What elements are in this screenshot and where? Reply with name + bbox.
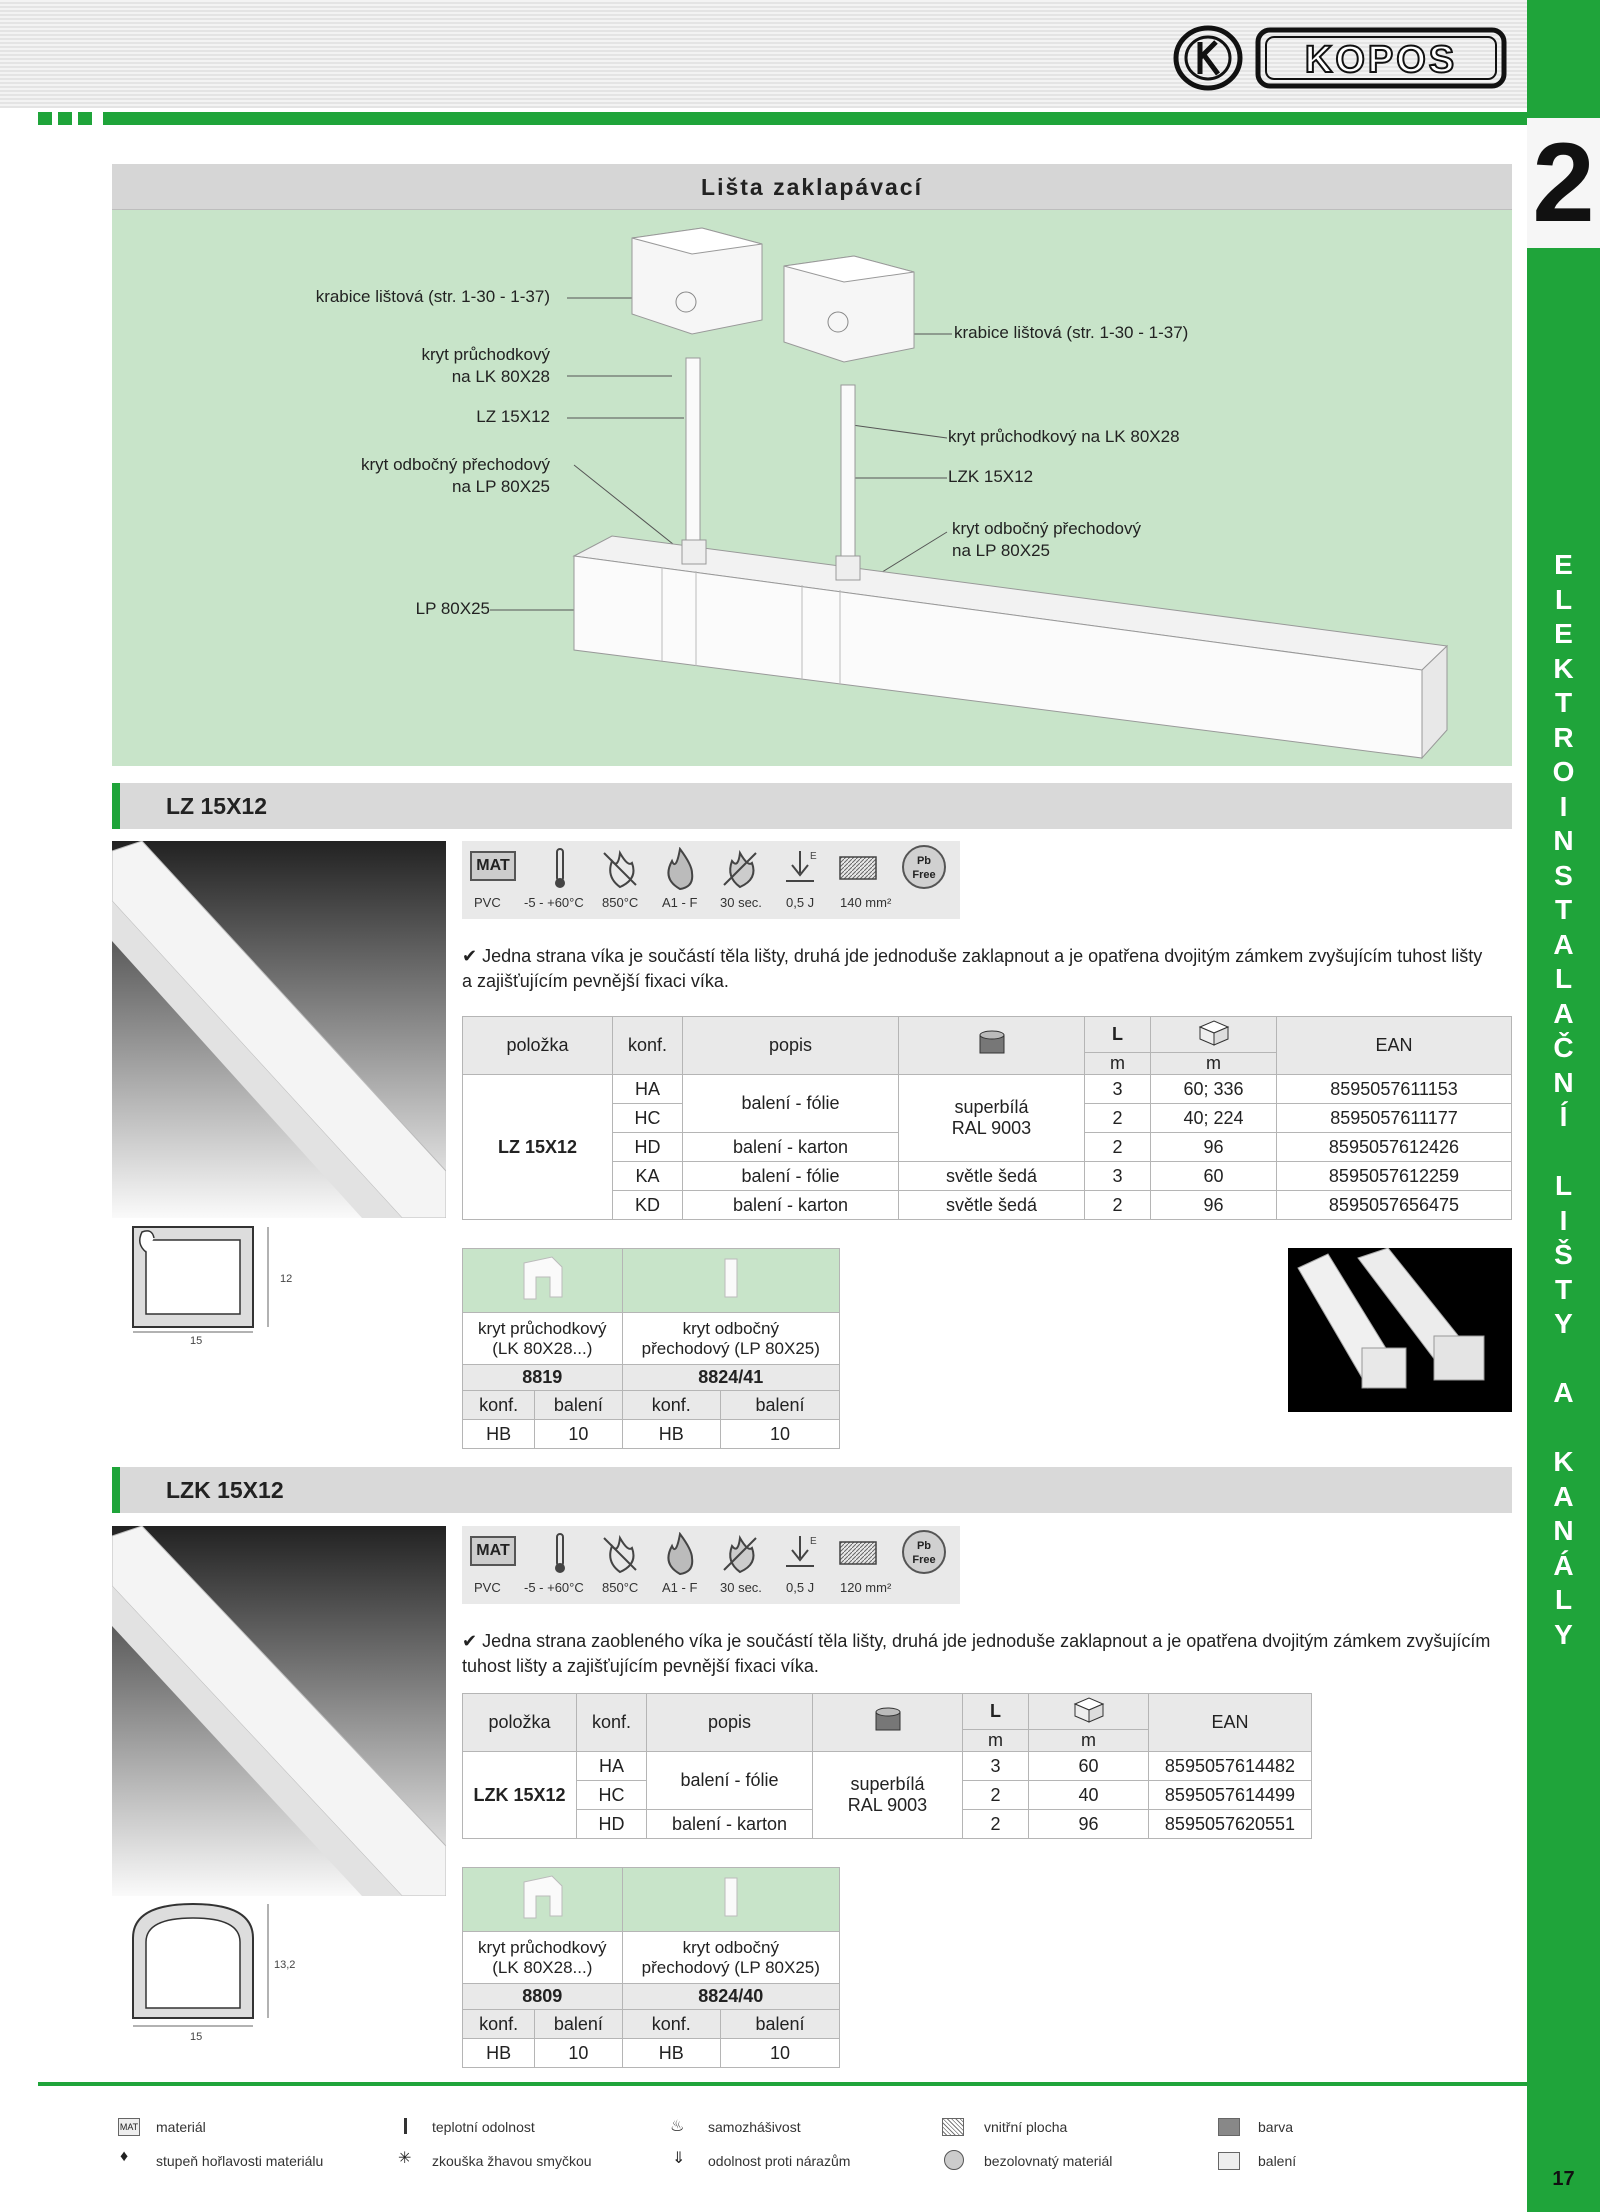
label-right-box: krabice lištová (str. 1-30 - 1-37): [954, 323, 1189, 342]
prop-glow-wire: 850°C: [602, 1580, 639, 1595]
description-lz: [462, 944, 1490, 994]
chapter-title-letter: Y: [1554, 1618, 1573, 1650]
legend-label: balení: [1258, 2153, 1297, 2169]
chapter-title-letter: A: [1553, 1377, 1574, 1408]
cell-bal: 96: [1151, 1133, 1277, 1162]
cell-konf: HC: [577, 1781, 647, 1810]
cell-popis: balení - karton: [647, 1810, 813, 1839]
legend-label: vnitřní plocha: [984, 2119, 1068, 2135]
barva-line-1: superbílá: [850, 1774, 925, 1794]
cell-L: 2: [1085, 1104, 1151, 1133]
legend-label: zkouška žhavou smyčkou: [432, 2153, 592, 2169]
cell-bal: 40; 224: [1151, 1104, 1277, 1133]
col-box-unit: m: [1029, 1730, 1149, 1752]
kryt-odbocny-icon: [711, 1872, 751, 1922]
chapter-title-letter: N: [1553, 825, 1574, 856]
acc-name-2: přechodový (LP 80X25): [641, 1957, 820, 1977]
inner-area-icon: [836, 1532, 880, 1576]
label-left-kryt-pruchod-2: na LK 80X28: [451, 367, 550, 386]
cell-konf: HA: [577, 1752, 647, 1781]
cell-bal: 96: [1151, 1191, 1277, 1220]
legend-label: samozhášivost: [708, 2119, 801, 2135]
cell-barva: [899, 1075, 1085, 1162]
flame-icon: [658, 847, 702, 891]
check-icon: ✔: [462, 1631, 483, 1651]
item-code: LZK 15X12: [463, 1752, 577, 1839]
chapter-title-letter: T: [1554, 687, 1573, 718]
chapter-title-letter: A: [1553, 928, 1574, 960]
accessory-image-pruchod: [463, 1868, 623, 1932]
chapter-title-letter: Í: [1559, 1101, 1568, 1132]
cell-bal: 60: [1151, 1162, 1277, 1191]
cell-L: 3: [963, 1752, 1029, 1781]
cell-ean: 8595057612426: [1277, 1133, 1512, 1162]
col-polozka: položka: [463, 1017, 613, 1075]
col-L: L: [963, 1694, 1029, 1730]
chapter-title-letter: L: [1554, 963, 1573, 994]
impact-icon: ⇓: [672, 2150, 686, 2167]
paint-can-icon: [1218, 2118, 1240, 2136]
pb-free-icon: [944, 2150, 964, 2170]
col-L: L: [1085, 1017, 1151, 1053]
check-icon: ✔: [462, 946, 483, 966]
chapter-title-letter: A: [1553, 1480, 1574, 1512]
acc-konf: HB: [622, 2039, 720, 2068]
cross-section-lz: [118, 1222, 304, 1344]
label-right-kryt-pruchod: kryt průchodkový na LK 80X28: [948, 427, 1180, 446]
accessory-name: [622, 1932, 839, 1984]
accessories-table-lz: [462, 1248, 840, 1449]
cell-bal: 60; 336: [1151, 1075, 1277, 1104]
item-code: LZ 15X12: [463, 1075, 613, 1220]
chapter-title-letter: Š: [1554, 1239, 1573, 1270]
legend-rule: [38, 2082, 1527, 2086]
dimension-width: 15: [190, 2031, 203, 2043]
box-icon: [1029, 1694, 1149, 1730]
description-text: Jedna strana víka je součástí těla lišty, druhá jde jednoduše zaklapnout a je opatřena dvojitým zámkem zvyšujícím tuhost lišty a zajišťujícím pevnější fixaci víka.: [462, 946, 1483, 991]
chapter-title-letter: O: [1552, 756, 1575, 787]
flame-icon: [658, 1532, 702, 1576]
col-ean: EAN: [1277, 1017, 1512, 1075]
box-svg: [1069, 1694, 1109, 1724]
impact-letter: E: [810, 851, 817, 862]
col-baleni: balení: [535, 1391, 622, 1420]
col-konf: konf.: [463, 1391, 535, 1420]
accessory-name: [622, 1313, 839, 1365]
page-title: Lišta zaklapávací: [701, 174, 923, 200]
kryt-pruchodkovy-icon: [512, 1872, 572, 1922]
chapter-title-letter: [1527, 1342, 1600, 1377]
cell-barva: světle šedá: [899, 1162, 1085, 1191]
section-title: LZK 15X12: [166, 1477, 284, 1503]
cell-barva: [813, 1752, 963, 1839]
pb-free-icon: [902, 845, 946, 889]
chapter-title-letter: [1527, 1411, 1600, 1446]
legend-label: teplotní odolnost: [432, 2119, 535, 2135]
dimension-height: 12: [280, 1273, 293, 1285]
properties-strip-lz: [462, 841, 960, 919]
box-icon: [1218, 2152, 1240, 2170]
accessory-name: [463, 1313, 623, 1365]
brand-text: KOPOS: [1304, 39, 1458, 81]
mat-icon: MAT: [118, 2118, 140, 2136]
chapter-title-letter: E: [1554, 549, 1573, 580]
prop-glow-wire: 850°C: [602, 895, 639, 910]
cell-L: 2: [963, 1810, 1029, 1839]
cell-popis: balení - karton: [683, 1133, 899, 1162]
accessory-image-odbocny: [622, 1868, 839, 1932]
free-text: Free: [912, 1554, 936, 1566]
kryt-pruchodkovy-icon: [512, 1253, 572, 1303]
cell-popis: balení - fólie: [683, 1075, 899, 1133]
inner-area-icon: [942, 2118, 964, 2136]
label-left-kryt-pruchod-1: kryt průchodkový: [421, 345, 550, 364]
properties-strip-lzk: [462, 1526, 960, 1604]
cell-ean: 8595057611153: [1277, 1075, 1512, 1104]
product-table-lz: [462, 1016, 1512, 1220]
acc-baleni: 10: [721, 2039, 840, 2068]
cell-konf: HD: [577, 1810, 647, 1839]
header-dash: [78, 112, 92, 125]
cell-ean: 8595057614482: [1149, 1752, 1312, 1781]
kryt-odbocny-icon: [711, 1253, 751, 1303]
pb-free-icon: [902, 1530, 946, 1574]
chapter-title-vertical: [1527, 548, 1600, 1652]
prop-impact: 0,5 J: [786, 1580, 815, 1595]
chapter-title-letter: Y: [1554, 1308, 1573, 1339]
cell-konf: HA: [613, 1075, 683, 1104]
accessory-code: 8819: [463, 1365, 623, 1391]
cell-bal: 96: [1029, 1810, 1149, 1839]
accessory-name: [463, 1932, 623, 1984]
prop-extinguish: 30 sec.: [720, 895, 762, 910]
col-polozka: položka: [463, 1694, 577, 1752]
chapter-title-letter: K: [1553, 652, 1574, 684]
free-text: Free: [912, 869, 936, 881]
cell-ean: 8595057611177: [1277, 1104, 1512, 1133]
legend: [0, 2112, 1527, 2172]
barva-line-2: RAL 9003: [847, 1795, 928, 1815]
acc-name-1: kryt průchodkový: [478, 1318, 607, 1338]
accessory-image-pruchod: [463, 1249, 623, 1313]
pb-text: Pb: [916, 1540, 932, 1552]
impact-icon: [778, 1532, 822, 1576]
kopos-logo: [1170, 22, 1510, 94]
product-render: [112, 841, 446, 1218]
chapter-title-letter: L: [1554, 1170, 1573, 1201]
prop-inner-area: 140 mm²: [840, 895, 892, 910]
barva-line-2: RAL 9003: [951, 1118, 1032, 1138]
chapter-title-letter: A: [1553, 997, 1574, 1029]
chapter-title-letter: I: [1559, 790, 1568, 822]
paint-can-icon: [813, 1694, 963, 1752]
glow-wire-icon: ✳: [398, 2150, 412, 2167]
chapter-number: 2: [1532, 120, 1595, 245]
paint-can-svg: [870, 1706, 906, 1734]
cell-L: 2: [1085, 1133, 1151, 1162]
impact-letter: E: [810, 1536, 817, 1547]
accessory-image-odbocny: [622, 1249, 839, 1313]
label-left-box: krabice lištová (str. 1-30 - 1-37): [315, 287, 550, 306]
label-right-kryt-odb-2: na LP 80X25: [952, 541, 1050, 560]
legend-label: materiál: [156, 2119, 206, 2135]
glow-wire-icon: [598, 847, 642, 891]
cross-section-lzk: [118, 1898, 304, 2048]
acc-konf: HB: [463, 1420, 535, 1449]
cell-L: 3: [1085, 1075, 1151, 1104]
self-extinguishing-icon: [718, 1532, 762, 1576]
chapter-title-letter: I: [1559, 1204, 1568, 1236]
acc-name-1: kryt odbočný: [682, 1318, 779, 1338]
chapter-title-letter: E: [1554, 618, 1573, 649]
accessory-code: 8809: [463, 1984, 623, 2010]
acc-name-1: kryt průchodkový: [478, 1937, 607, 1957]
cell-ean: 8595057612259: [1277, 1162, 1512, 1191]
col-L-unit: m: [963, 1730, 1029, 1752]
prop-temperature: -5 - +60°C: [524, 1580, 584, 1595]
product-photo-small: [1288, 1248, 1512, 1412]
prop-material: PVC: [474, 1580, 501, 1595]
cell-bal: 40: [1029, 1781, 1149, 1810]
cell-ean: 8595057656475: [1277, 1191, 1512, 1220]
cell-L: 2: [1085, 1191, 1151, 1220]
accessory-code: 8824/40: [622, 1984, 839, 2010]
acc-name-2: (LK 80X28...): [492, 1338, 593, 1358]
inner-area-icon: [836, 847, 880, 891]
paint-can-icon: [899, 1017, 1085, 1075]
header-dash: [58, 112, 72, 125]
chapter-title-letter: L: [1554, 583, 1573, 615]
chapter-title-letter: K: [1553, 1446, 1574, 1477]
thermometer-icon: [538, 1532, 582, 1576]
legend-label: odolnost proti nárazům: [708, 2153, 851, 2169]
cell-ean: 8595057614499: [1149, 1781, 1312, 1810]
col-konf: konf.: [613, 1017, 683, 1075]
product-photo-lzk: [112, 1526, 446, 1896]
col-box-unit: m: [1151, 1053, 1277, 1075]
cell-konf: HC: [613, 1104, 683, 1133]
description-text: Jedna strana zaobleného víka je součástí těla lišty, druhá jde jednoduše zaklapnout a je opatřena dvojitým zámkem zvyšujícím tuhost lišty a zajišťujícím pevnější fixaci víka.: [462, 1631, 1491, 1676]
impact-icon: [778, 847, 822, 891]
assembly-illustration: [112, 210, 1512, 766]
chapter-title-letter: S: [1554, 859, 1573, 891]
col-popis: popis: [683, 1017, 899, 1075]
cell-konf: KD: [613, 1191, 683, 1220]
cell-L: 2: [963, 1781, 1029, 1810]
legend-label: barva: [1258, 2119, 1294, 2135]
dimension-height: 13,2: [274, 1959, 296, 1971]
label-left-kryt-odb-2: na LP 80X25: [452, 477, 550, 496]
accessories-table-lzk: [462, 1867, 840, 2068]
cell-popis: balení - fólie: [647, 1752, 813, 1810]
cell-ean: 8595057620551: [1149, 1810, 1312, 1839]
legend-label: bezolovnatý materiál: [984, 2153, 1113, 2169]
label-left-kryt-odb-1: kryt odbočný přechodový: [361, 455, 550, 474]
cell-popis: balení - fólie: [683, 1162, 899, 1191]
dimension-width: 15: [190, 1335, 203, 1344]
self-extinguishing-icon: ♨: [670, 2118, 685, 2135]
flame-icon: ♦: [120, 2148, 129, 2165]
col-konf: konf.: [577, 1694, 647, 1752]
col-konf: konf.: [463, 2010, 535, 2039]
page-title-bar: [112, 164, 1512, 210]
pb-text: Pb: [916, 855, 932, 867]
col-baleni: balení: [535, 2010, 622, 2039]
section-header-lz: [112, 783, 1512, 829]
col-baleni: balení: [721, 1391, 840, 1420]
description-lzk: [462, 1629, 1512, 1679]
header-dash: [38, 112, 52, 125]
acc-name-2: přechodový (LP 80X25): [641, 1338, 820, 1358]
prop-flammability: A1 - F: [662, 895, 698, 910]
thermometer-icon: [538, 847, 582, 891]
chapter-title-letter: T: [1554, 894, 1573, 925]
prop-inner-area: 120 mm²: [840, 1580, 892, 1595]
prop-material: PVC: [474, 895, 501, 910]
accessory-code: 8824/41: [622, 1365, 839, 1391]
label-right-kryt-odb-1: kryt odbočný přechodový: [952, 519, 1141, 538]
chapter-title-letter: N: [1553, 1066, 1574, 1098]
mat-icon: MAT: [470, 1536, 516, 1566]
cell-popis: balení - karton: [683, 1191, 899, 1220]
acc-baleni: 10: [535, 2039, 622, 2068]
prop-flammability: A1 - F: [662, 1580, 698, 1595]
cell-barva: světle šedá: [899, 1191, 1085, 1220]
cell-konf: HD: [613, 1133, 683, 1162]
legend-label: stupeň hořlavosti materiálu: [156, 2153, 324, 2169]
chapter-title-letter: Č: [1553, 1032, 1574, 1063]
acc-baleni: 10: [535, 1420, 622, 1449]
thermometer-icon: [404, 2118, 407, 2134]
chapter-title-letter: R: [1553, 721, 1574, 753]
acc-konf: HB: [463, 2039, 535, 2068]
prop-extinguish: 30 sec.: [720, 1580, 762, 1595]
chapter-title-letter: [1527, 1135, 1600, 1170]
product-photo-lz: [112, 841, 446, 1218]
self-extinguishing-icon: [718, 847, 762, 891]
acc-name-2: (LK 80X28...): [492, 1957, 593, 1977]
col-baleni: balení: [721, 2010, 840, 2039]
chapter-title-letter: T: [1554, 1273, 1573, 1305]
cell-bal: 60: [1029, 1752, 1149, 1781]
acc-konf: HB: [622, 1420, 720, 1449]
prop-impact: 0,5 J: [786, 895, 815, 910]
paint-can-svg: [974, 1029, 1010, 1057]
prop-temperature: -5 - +60°C: [524, 895, 584, 910]
product-table-lzk: [462, 1693, 1312, 1839]
glow-wire-icon: [598, 1532, 642, 1576]
chapter-title-letter: L: [1554, 1584, 1573, 1615]
box-icon: [1151, 1017, 1277, 1053]
cell-L: 3: [1085, 1162, 1151, 1191]
cell-konf: KA: [613, 1162, 683, 1191]
acc-baleni: 10: [721, 1420, 840, 1449]
section-header-lzk: [112, 1467, 1512, 1513]
label-left-lz: LZ 15X12: [476, 407, 550, 426]
chapter-title-letter: N: [1553, 1515, 1574, 1546]
col-L-unit: m: [1085, 1053, 1151, 1075]
acc-name-1: kryt odbočný: [682, 1937, 779, 1957]
product-render: [112, 1526, 446, 1896]
barva-line-1: superbílá: [954, 1097, 1029, 1117]
section-title: LZ 15X12: [166, 793, 267, 819]
col-konf: konf.: [622, 2010, 720, 2039]
col-popis: popis: [647, 1694, 813, 1752]
col-konf: konf.: [622, 1391, 720, 1420]
mat-icon: MAT: [470, 851, 516, 881]
product-photo-render: [1288, 1248, 1512, 1412]
box-svg: [1194, 1017, 1234, 1047]
page-number: 17: [1552, 2168, 1575, 2190]
chapter-title-letter: Á: [1553, 1549, 1574, 1581]
col-ean: EAN: [1149, 1694, 1312, 1752]
label-right-lzk: LZK 15X12: [948, 467, 1034, 486]
header-rule: [103, 112, 1527, 125]
label-left-lp: LP 80X25: [415, 599, 490, 618]
